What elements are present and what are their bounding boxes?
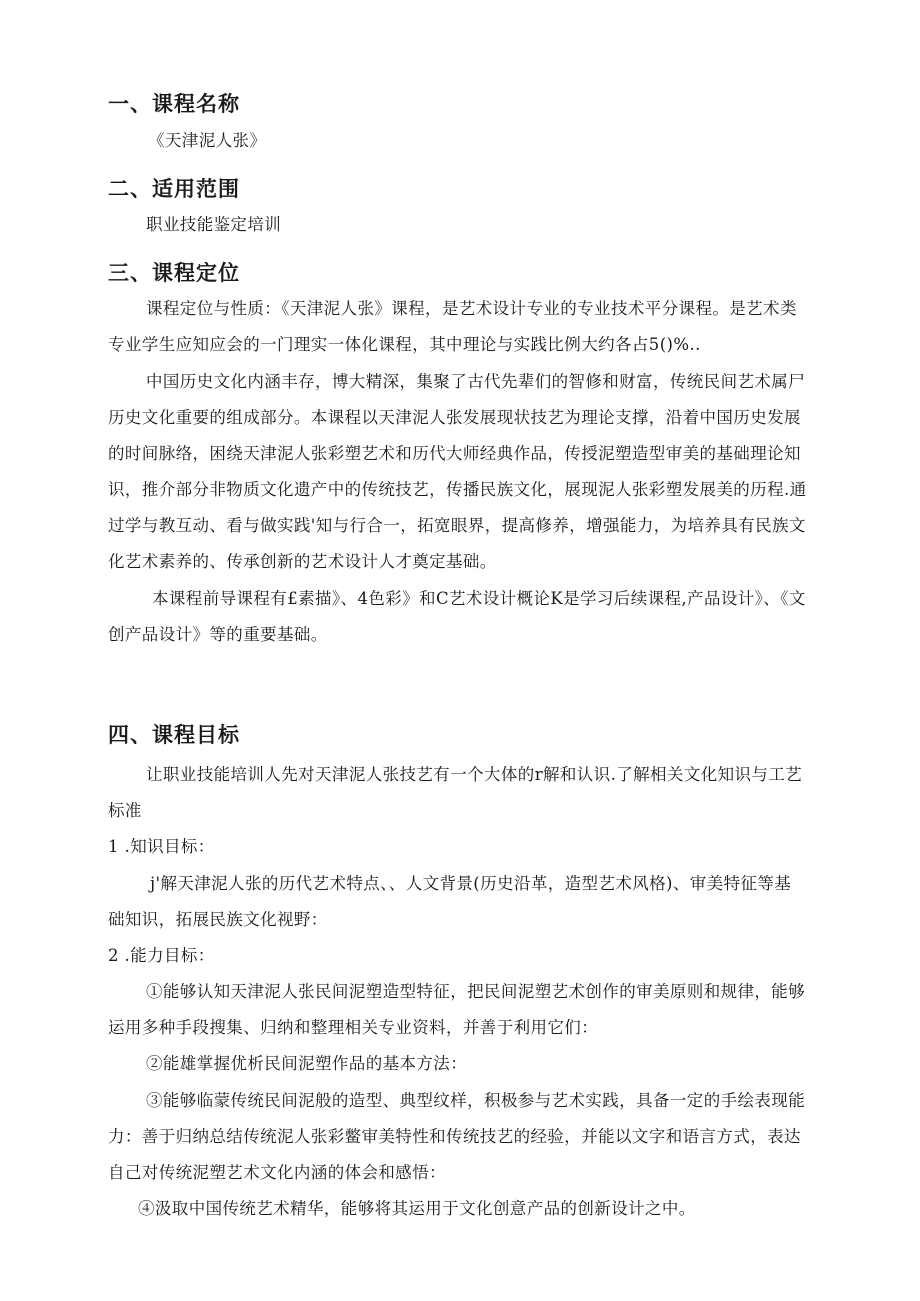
section-heading-scope: 二、适用范围 [108,177,240,201]
paragraph-line: 自己对传统泥塑艺术文化内涵的体会和感悟： [108,1163,446,1182]
paragraph-line: ①能够认知天津泥人张民间泥塑造型特征，把民间泥塑艺术创作的审美原则和规律，能够 [146,982,806,1001]
paragraph-line: 标准 [108,801,142,820]
paragraph-line: ④汲取中国传统艺术精华，能够将其运用于文化创意产品的创新设计之中。 [138,1199,696,1218]
paragraph-line: 化艺术素养的、传承创新的艺术设计人才奠定基础。 [108,552,497,571]
paragraph-line: j'解天津泥人张的历代艺术特点、、人文背景(历史沿革，造型艺术风格)、审美特征等基 [150,874,792,893]
list-heading-knowledge: 1 .知识目标： [108,837,215,856]
paragraph-line: 创产品设计》等的重要基础。 [108,625,328,644]
section-heading-positioning: 三、课程定位 [108,261,240,285]
paragraph-line: ③能够临蒙传统民间泥般的造型、典型纹样，积极参与艺术实践，具备一定的手绘表现能 [146,1091,806,1110]
paragraph-line: 过学与教互动、看与做实践'知与行合一，拓宽眼界，提高修养，增强能力，为培养具有民族文 [108,516,806,535]
section-heading-objectives: 四、课程目标 [108,723,240,747]
paragraph-line: 运用多种手段搜集、归纳和整理相关专业资料，并善于利用它们： [108,1018,599,1037]
paragraph-line: 的时间脉络，困绕天津泥人张彩塑艺术和历代大师经典作品，传授泥塑造型审美的基础理论知 [108,444,801,463]
paragraph-line: ②能雄掌握优析民间泥塑作品的基本方法： [146,1054,468,1073]
list-heading-ability: 2 .能力目标： [108,946,215,965]
paragraph-line: 专业学生应知应会的一门理实一体化课程，其中理论与实践比例大约各占5()%.. [108,335,701,354]
section-heading-course-name: 一、课程名称 [108,92,240,116]
scope-text: 职业技能鉴定培训 [146,215,282,234]
paragraph-line: 课程定位与性质：《天津泥人张》课程，是艺术设计专业的专业技术平分课程。是艺术类 [146,299,797,318]
paragraph-line: 础知识，拓展民族文化视野： [108,910,328,929]
paragraph-line: 力：善于归纳总结传统泥人张彩鳖审美特性和传统技艺的经验，并能以文字和语言方式，表达 [108,1127,801,1146]
paragraph-line: 历史文化重要的组成部分。本课程以天津泥人张发展现状技艺为理论支撑，沿着中国历史发展 [108,408,801,427]
paragraph-line: 让职业技能培训人先对天津泥人张技艺有一个大体的r解和认识.了解相关文化知识与工艺 [146,765,803,784]
course-name-text: 《天津泥人张》 [148,131,267,150]
paragraph-line: 识，推介部分非物质文化遗产中的传统技艺，传播民族文化，展现泥人张彩塑发展美的历程.通 [108,480,807,499]
paragraph-line: 本课程前导课程有£素描》、4色彩》和C艺术设计概论K是学习后续课程,产品设计》、《文 [152,589,806,608]
paragraph-line: 中国历史文化内涵丰存，博大精深，集聚了古代先辈们的智修和财富，传统民间艺术属尸 [146,372,806,391]
